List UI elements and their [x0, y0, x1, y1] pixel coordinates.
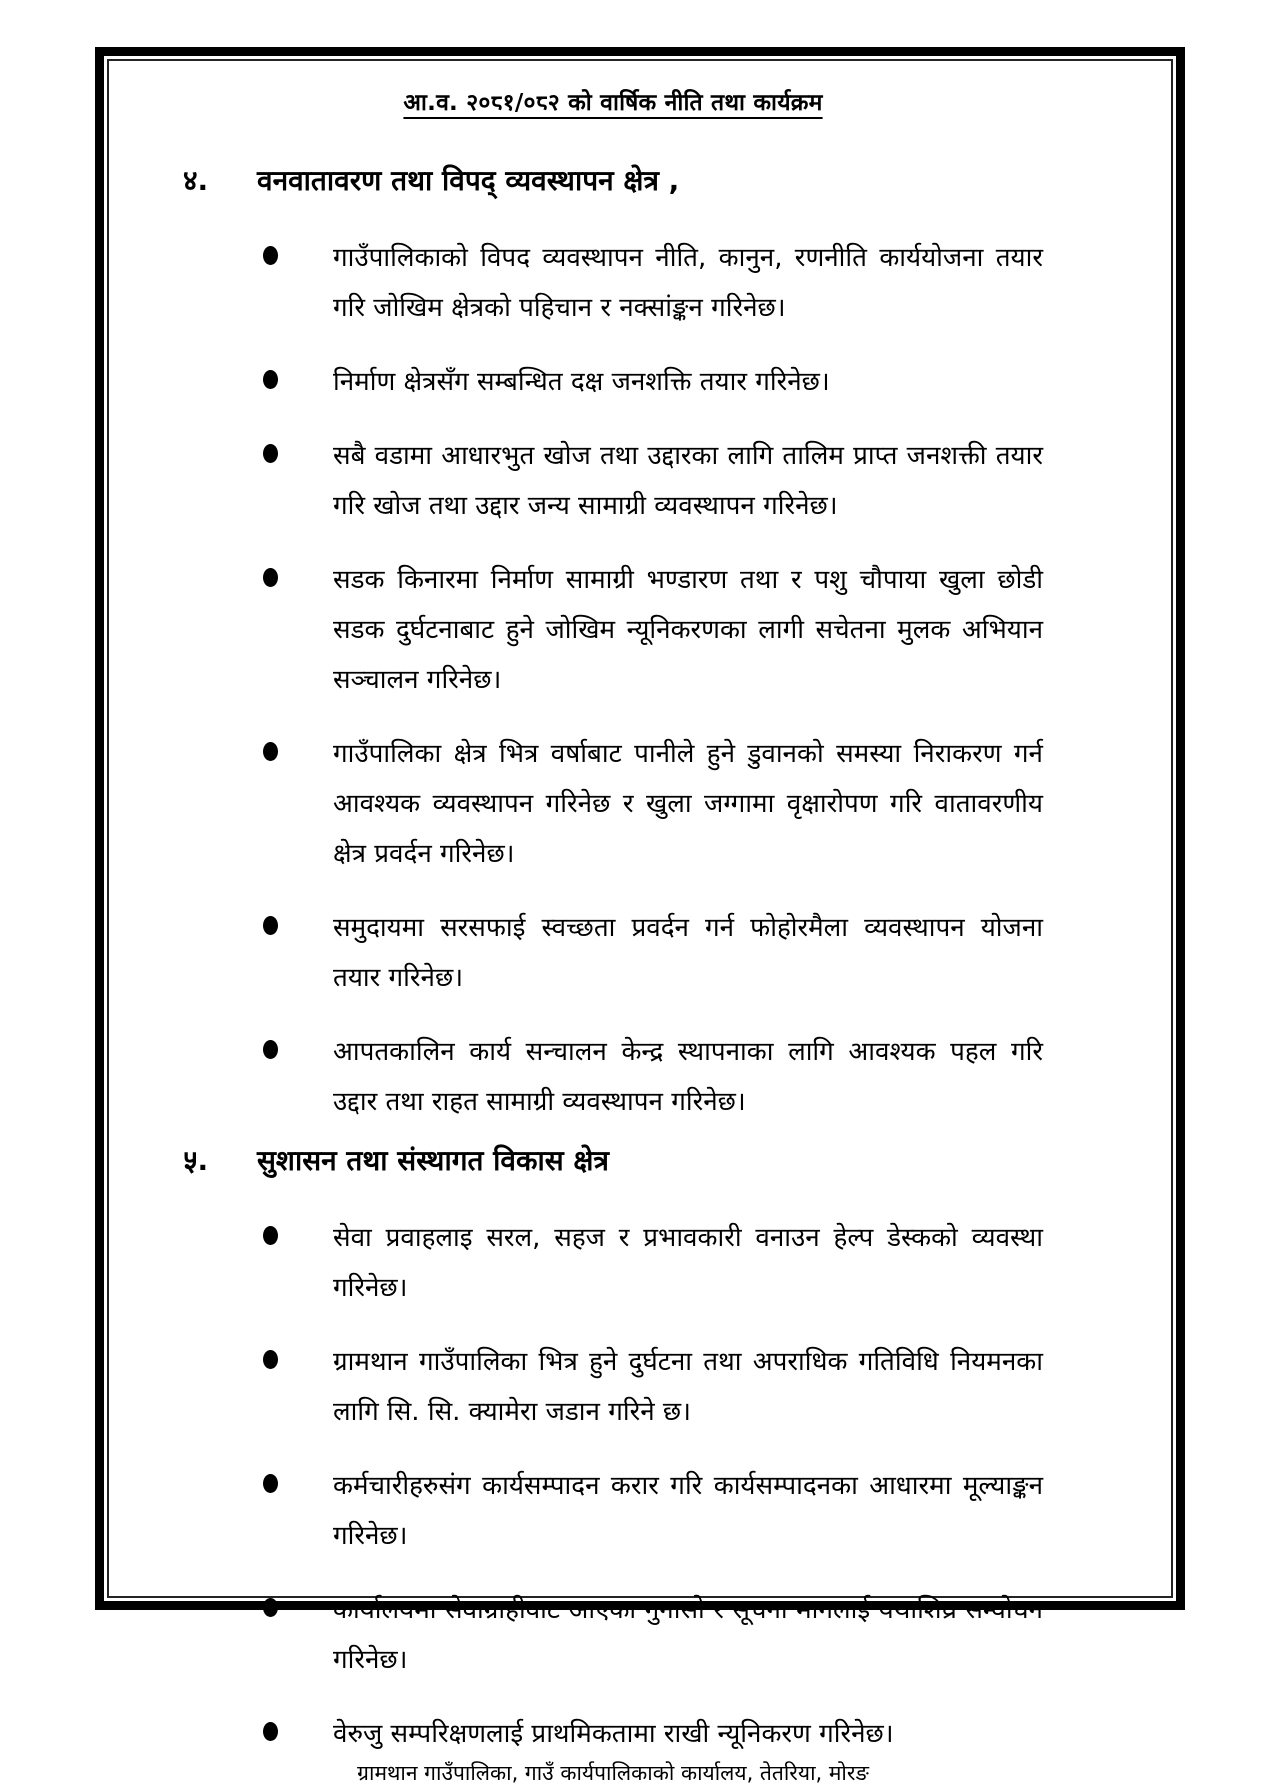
list-item [263, 233, 1043, 333]
bullet-icon [263, 903, 333, 1003]
bullet-text: सबै वडामा आधारभुत खोज तथा उद्दारका लागि तालिम प्राप्त जनशक्ती तयार गरि खोज तथा उद्दार जन्य सामाग्री व्यवस्थापन गरिनेछ। [333, 441, 1043, 521]
bullet-text: कर्मचारीहरुसंग कार्यसम्पादन करार गरि कार्यसम्पादनका आधारमा मूल्याङ्कन गरिनेछ। [333, 1471, 1043, 1551]
list-item [263, 903, 1043, 1003]
bullet-text: ग्रामथान गाउँपालिका भित्र हुने दुर्घटना तथा अपराधिक गतिविधि नियमनका लागि सि. सि. क्यामेरा जडान गरिने छ। [333, 1347, 1043, 1427]
list-item [263, 1585, 1043, 1685]
section-title: वनवातावरण तथा विपद् व्यवस्थापन क्षेत्र , [257, 164, 680, 197]
bullet-icon [263, 729, 333, 879]
list-item [263, 1213, 1043, 1313]
list-item [263, 1461, 1043, 1561]
bullet-text: सडक किनारमा निर्माण सामाग्री भण्डारण तथा र पशु चौपाया खुला छोडी सडक दुर्घटनाबाट हुने जोखिम न्यूनिकरणका लागी सचेतना मुलक अभियान सञ्चालन गरिनेछ। [333, 565, 1043, 695]
list-item [263, 729, 1043, 879]
page-footer [183, 1759, 1043, 1791]
bullet-icon [263, 431, 333, 531]
list-item [263, 1027, 1043, 1127]
list-item [263, 1709, 1043, 1759]
bullet-text: गाउँपालिका क्षेत्र भित्र वर्षाबाट पानीले हुने डुवानको समस्या निराकरण गर्न आवश्यक व्यवस्थापन गरिनेछ र खुला जग्गामा वृक्षारोपण गरि वातावरणीय क्षेत्र प्रवर्दन गरिनेछ। [333, 739, 1043, 869]
bullet-icon [263, 357, 333, 407]
section-title: सुशासन तथा संस्थागत विकास क्षेत्र [257, 1144, 609, 1177]
bullet-icon [263, 233, 333, 333]
section-number: ४. [183, 164, 209, 197]
page-content-area [107, 59, 1173, 1785]
bullet-text: सेवा प्रवाहलाइ सरल, सहज र प्रभावकारी वनाउन हेल्प डेस्कको व्यवस्था गरिनेछ। [333, 1223, 1043, 1303]
list-item [263, 431, 1043, 531]
section-heading-5 [183, 1141, 1043, 1179]
section-5-bullets [263, 1189, 1043, 1759]
footer-text: ग्रामथान गाउँपालिका, गाउँ कार्यपालिकाको कार्यालय, तेतरिया, मोरङ [357, 1761, 869, 1785]
bullet-text: कार्यालयमा सेवाग्राहीवाट आएका गुनासो र सूचना मागलाई यथाशिघ्र सम्वोधन गरिनेछ। [333, 1595, 1043, 1675]
bullet-text: समुदायमा सरसफाई स्वच्छता प्रवर्दन गर्न फोहोरमैला व्यवस्थापन योजना तयार गरिनेछ। [333, 913, 1043, 993]
bullet-icon [263, 1461, 333, 1561]
bullet-icon [263, 1213, 333, 1313]
section-number: ५. [183, 1144, 209, 1177]
document-header [183, 85, 1043, 117]
bullet-icon [263, 555, 333, 705]
bullet-icon [263, 1709, 333, 1759]
bullet-icon [263, 1585, 333, 1685]
list-item [263, 357, 1043, 407]
document-title: आ.व. २०८१/०८२ को वार्षिक नीति तथा कार्यक्रम [403, 90, 823, 116]
list-item [263, 1337, 1043, 1437]
bullet-text: गाउँपालिकाको विपद व्यवस्थापन नीति, कानुन, रणनीति कार्ययोजना तयार गरि जोखिम क्षेत्रको पहिचान र नक्सांङ्कन गरिनेछ। [333, 243, 1043, 323]
section-heading-4 [183, 161, 1043, 199]
page-border-frame [95, 47, 1185, 1785]
bullet-text: निर्माण क्षेत्रसँग सम्बन्धित दक्ष जनशक्ति तयार गरिनेछ। [333, 367, 830, 397]
bullet-text: वेरुजु सम्परिक्षणलाई प्राथमिकतामा राखी न्यूनिकरण गरिनेछ। [333, 1719, 894, 1749]
bullet-icon [263, 1337, 333, 1437]
section-4-bullets [263, 209, 1043, 1127]
list-item [263, 555, 1043, 705]
bullet-icon [263, 1027, 333, 1127]
bullet-text: आपतकालिन कार्य सन्चालन केन्द्र स्थापनाका लागि आवश्यक पहल गरि उद्दार तथा राहत सामाग्री व्यवस्थापन गरिनेछ। [333, 1037, 1043, 1117]
